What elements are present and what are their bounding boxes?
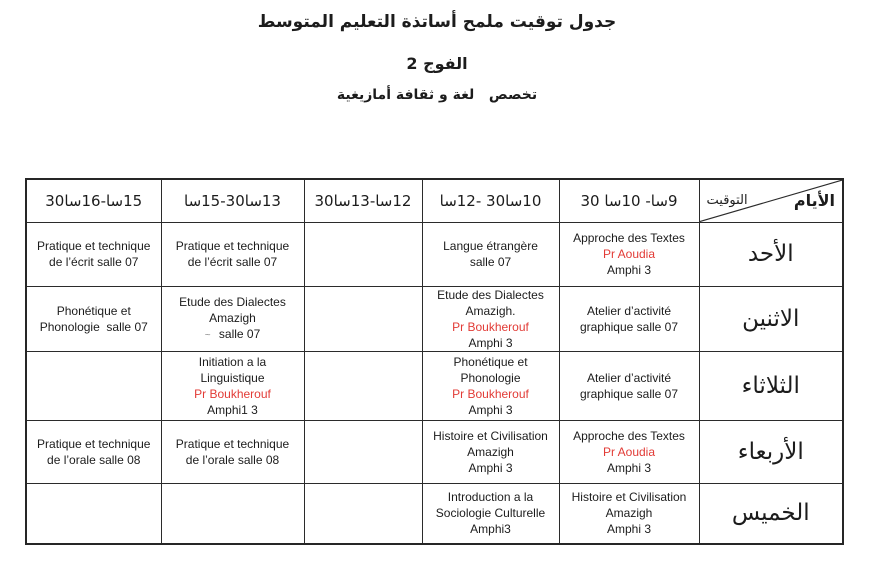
- corner-days-label: الأيام: [793, 191, 835, 210]
- cell-line: Amphi 3: [468, 460, 513, 475]
- schedule-cell: [422, 222, 559, 286]
- schedule-cell: [161, 483, 304, 544]
- cell-line: de l’orale salle 08: [185, 452, 280, 467]
- cell-line: Amphi 3: [468, 335, 513, 350]
- cell-line: Etude des Dialectes: [179, 294, 286, 309]
- cell-line: Amazigh: [209, 310, 256, 325]
- table-row: [26, 351, 843, 420]
- schedule-cell: [304, 286, 422, 351]
- cell-line: Atelier d’activité: [586, 370, 672, 385]
- cell-line: ~ salle 07: [204, 326, 261, 341]
- schedule-cell: [559, 286, 699, 351]
- cell-line: Phonologie: [460, 370, 521, 385]
- schedule-cell: [304, 420, 422, 483]
- schedule-cell: [559, 420, 699, 483]
- schedule-cell: [559, 222, 699, 286]
- cell-line: graphique salle 07: [579, 319, 679, 334]
- cell-line: Amazigh: [467, 444, 514, 459]
- cell-line: de l’écrit salle 07: [187, 255, 278, 269]
- schedule-cell: [422, 483, 559, 544]
- time-header-1330-15: 13سا30-15سا: [161, 179, 304, 222]
- time-header-15-1630: 15سا-16سا30: [26, 179, 161, 222]
- cell-line: Histoire et Civilisation: [433, 428, 548, 443]
- schedule-cell: [422, 420, 559, 483]
- header-row: [26, 179, 843, 222]
- cell-line: Sociologie Culturelle: [435, 506, 546, 521]
- day-cell-wednesday: الأربعاء: [699, 420, 843, 483]
- cell-line: Amphi1 3: [207, 402, 258, 417]
- cell-line: Atelier d’activité: [586, 303, 672, 318]
- schedule-cell: [26, 483, 161, 544]
- schedule-cell: [304, 222, 422, 286]
- specialty-title: تخصص لغة و ثقافة أمازيغية: [336, 87, 538, 103]
- professor-name: Pr Boukherouf: [194, 386, 271, 401]
- day-cell-sunday: الأحد: [699, 222, 843, 286]
- corner-cell: [699, 179, 843, 222]
- schedule-cell: [559, 351, 699, 420]
- schedule-cell: [161, 351, 304, 420]
- schedule-cell: [422, 286, 559, 351]
- cell-line: Pratique et technique: [37, 239, 151, 253]
- cell-line: de l’écrit salle 07: [49, 255, 139, 269]
- timetable: [25, 178, 844, 545]
- day-cell-thursday: الخميس: [699, 483, 843, 544]
- day-cell-monday: الاثنين: [699, 286, 843, 351]
- cell-line: de l’orale salle 08: [47, 452, 141, 467]
- table-row: [26, 286, 843, 351]
- corner-time-label: التوقيت: [706, 193, 748, 208]
- cell-line: Amphi 3: [468, 402, 513, 417]
- cell-line: salle 07: [469, 255, 512, 269]
- schedule-cell: [26, 351, 161, 420]
- stray-mark: ~: [204, 329, 219, 341]
- schedule-cell: [26, 420, 161, 483]
- time-header-12-1330: 12سا-13سا30: [304, 179, 422, 222]
- cell-line: Approche des Textes: [573, 428, 685, 443]
- professor-name: Pr Aoudia: [602, 444, 656, 459]
- professor-name: Pr Boukherouf: [452, 386, 529, 401]
- time-header-9-1030: 9سا- 10سا 30: [559, 179, 699, 222]
- cell-line: graphique salle 07: [579, 386, 679, 401]
- cell-line: Phonétique et: [56, 303, 131, 318]
- cell-line: Introduction a la: [447, 490, 534, 505]
- schedule-cell: [422, 351, 559, 420]
- cell-line: Pratique et technique: [175, 239, 290, 253]
- professor-name: Pr Aoudia: [602, 247, 656, 261]
- cell-line: Phonologie salle 07: [39, 319, 148, 334]
- cell-line: Langue étrangère: [443, 239, 538, 253]
- table-row: [26, 420, 843, 483]
- time-header-1030-12: 10سا30 -12سا: [422, 179, 559, 222]
- schedule-cell: [304, 483, 422, 544]
- group-title: الفوج 2: [406, 54, 468, 73]
- cell-line: Approche des Textes: [573, 231, 685, 245]
- table-row: [26, 483, 843, 544]
- cell-line: Pratique et technique: [37, 436, 151, 451]
- cell-line: Amazigh.: [465, 303, 516, 318]
- cell-line: Histoire et Civilisation: [571, 490, 687, 505]
- schedule-cell: [304, 351, 422, 420]
- cell-line: Amphi 3: [606, 460, 652, 475]
- cell-line: Amazigh: [605, 506, 653, 521]
- cell-line: Amphi3: [470, 522, 511, 537]
- schedule-cell: [26, 222, 161, 286]
- day-cell-tuesday: الثلاثاء: [699, 351, 843, 420]
- schedule-cell: [559, 483, 699, 544]
- schedule-cell: [161, 222, 304, 286]
- cell-line: Phonétique et: [453, 354, 528, 369]
- cell-line: Initiation a la: [198, 354, 267, 369]
- cell-line: Amphi 3: [606, 263, 652, 277]
- cell-line: Pratique et technique: [175, 436, 290, 451]
- cell-line: Amphi 3: [606, 522, 652, 537]
- table-row: [26, 222, 843, 286]
- cell-line: Linguistique: [200, 370, 265, 385]
- schedule-cell: [161, 420, 304, 483]
- document-title: جدول توقيت ملمح أساتذة التعليم المتوسط: [257, 12, 617, 32]
- cell-line: Etude des Dialectes: [437, 287, 544, 302]
- professor-name: Pr Boukherouf: [452, 319, 529, 334]
- schedule-cell: [161, 286, 304, 351]
- schedule-cell: [26, 286, 161, 351]
